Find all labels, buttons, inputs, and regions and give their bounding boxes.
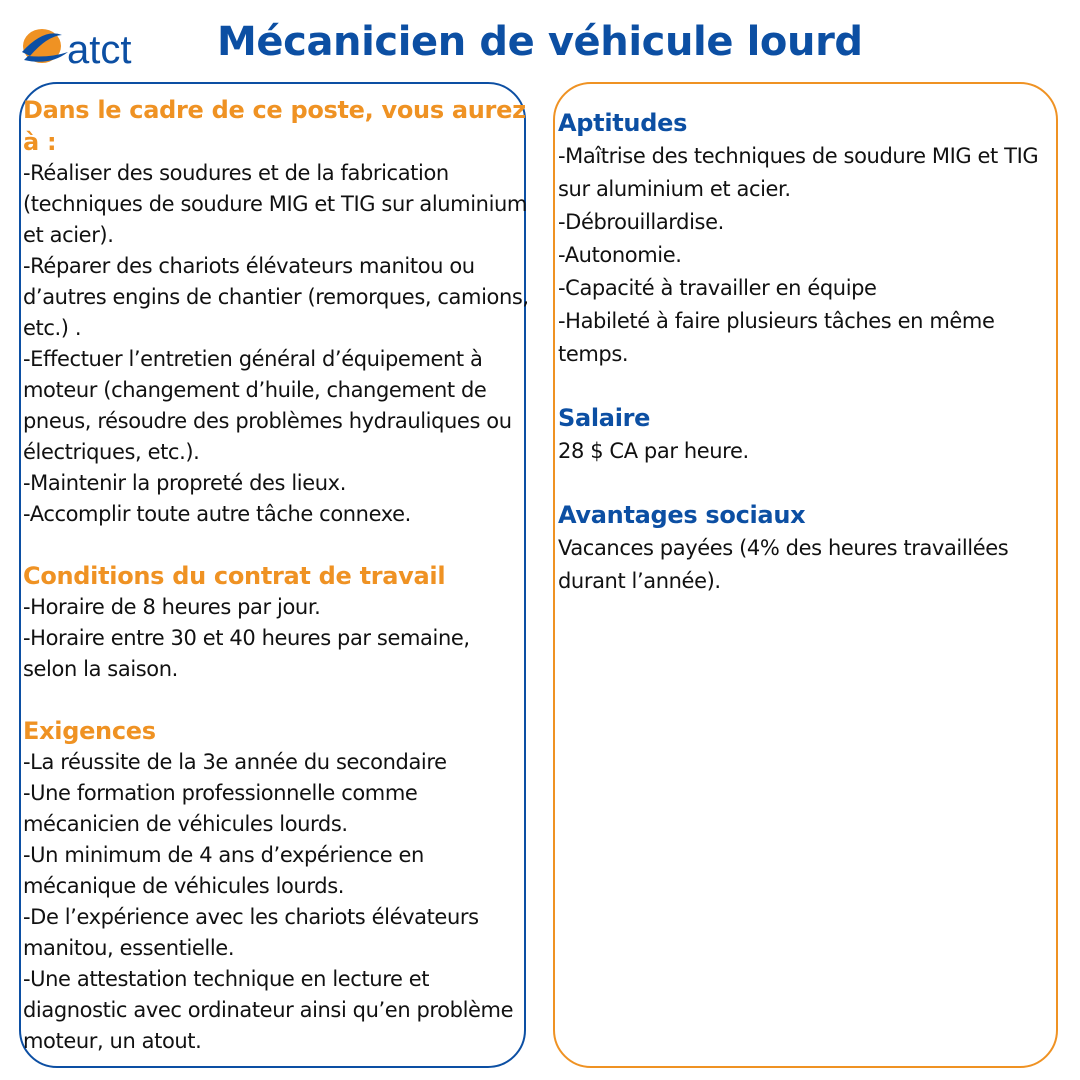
salary-text: 28 $ CA par heure. bbox=[558, 439, 749, 463]
duty-item: -Accomplir toute autre tâche connexe. bbox=[23, 502, 411, 526]
requirement-item: -Un minimum de 4 ans d’expérience en mécanique de véhicules lourds. bbox=[23, 843, 424, 898]
condition-item: -Horaire de 8 heures par jour. bbox=[23, 595, 321, 619]
skill-item: -Maîtrise des techniques de soudure MIG et TIG sur aluminium et acier. bbox=[558, 144, 1039, 201]
conditions-heading: Conditions du contrat de travail bbox=[23, 562, 446, 590]
duty-item: -Maintenir la propreté des lieux. bbox=[23, 471, 346, 495]
left-column bbox=[23, 94, 529, 1057]
skill-item: -Débrouillardise. bbox=[558, 210, 724, 234]
right-column bbox=[558, 107, 1054, 598]
logo-wordmark: atct bbox=[67, 28, 132, 70]
duties-heading: Dans le cadre de ce poste, vous aurez à : bbox=[23, 96, 526, 156]
condition-item: -Horaire entre 30 et 40 heures par semaine, selon la saison. bbox=[23, 626, 470, 681]
page-title: Mécanicien de véhicule lourd bbox=[217, 19, 863, 65]
requirement-item: -La réussite de la 3e année du secondaire bbox=[23, 750, 447, 774]
requirement-item: -De l’expérience avec les chariots élévateurs manitou, essentielle. bbox=[23, 905, 479, 960]
benefits-heading: Avantages sociaux bbox=[558, 501, 806, 529]
skill-item: -Autonomie. bbox=[558, 243, 682, 267]
atct-logo bbox=[20, 22, 162, 70]
skill-item: -Capacité à travailler en équipe bbox=[558, 276, 877, 300]
skill-item: -Habileté à faire plusieurs tâches en même temps. bbox=[558, 309, 995, 366]
requirement-item: -Une formation professionnelle comme mécanicien de véhicules lourds. bbox=[23, 781, 418, 836]
requirements-heading: Exigences bbox=[23, 717, 156, 745]
requirement-item: -Une attestation technique en lecture et diagnostic avec ordinateur ainsi qu’en problème moteur, un atout. bbox=[23, 967, 514, 1053]
duty-item: -Réaliser des soudures et de la fabrication (techniques de soudure MIG et TIG sur aluminium et acier). bbox=[23, 161, 527, 247]
duty-item: -Réparer des chariots élévateurs manitou ou d’autres engins de chantier (remorques, camions, etc.) . bbox=[23, 254, 529, 340]
salary-heading: Salaire bbox=[558, 404, 651, 432]
duty-item: -Effectuer l’entretien général d’équipement à moteur (changement d’huile, changement de pneus, résoudre des problèmes hydrauliques ou électriques, etc.). bbox=[23, 347, 512, 464]
skills-heading: Aptitudes bbox=[558, 109, 688, 137]
benefits-text: Vacances payées (4% des heures travaillées durant l’année). bbox=[558, 536, 1009, 593]
